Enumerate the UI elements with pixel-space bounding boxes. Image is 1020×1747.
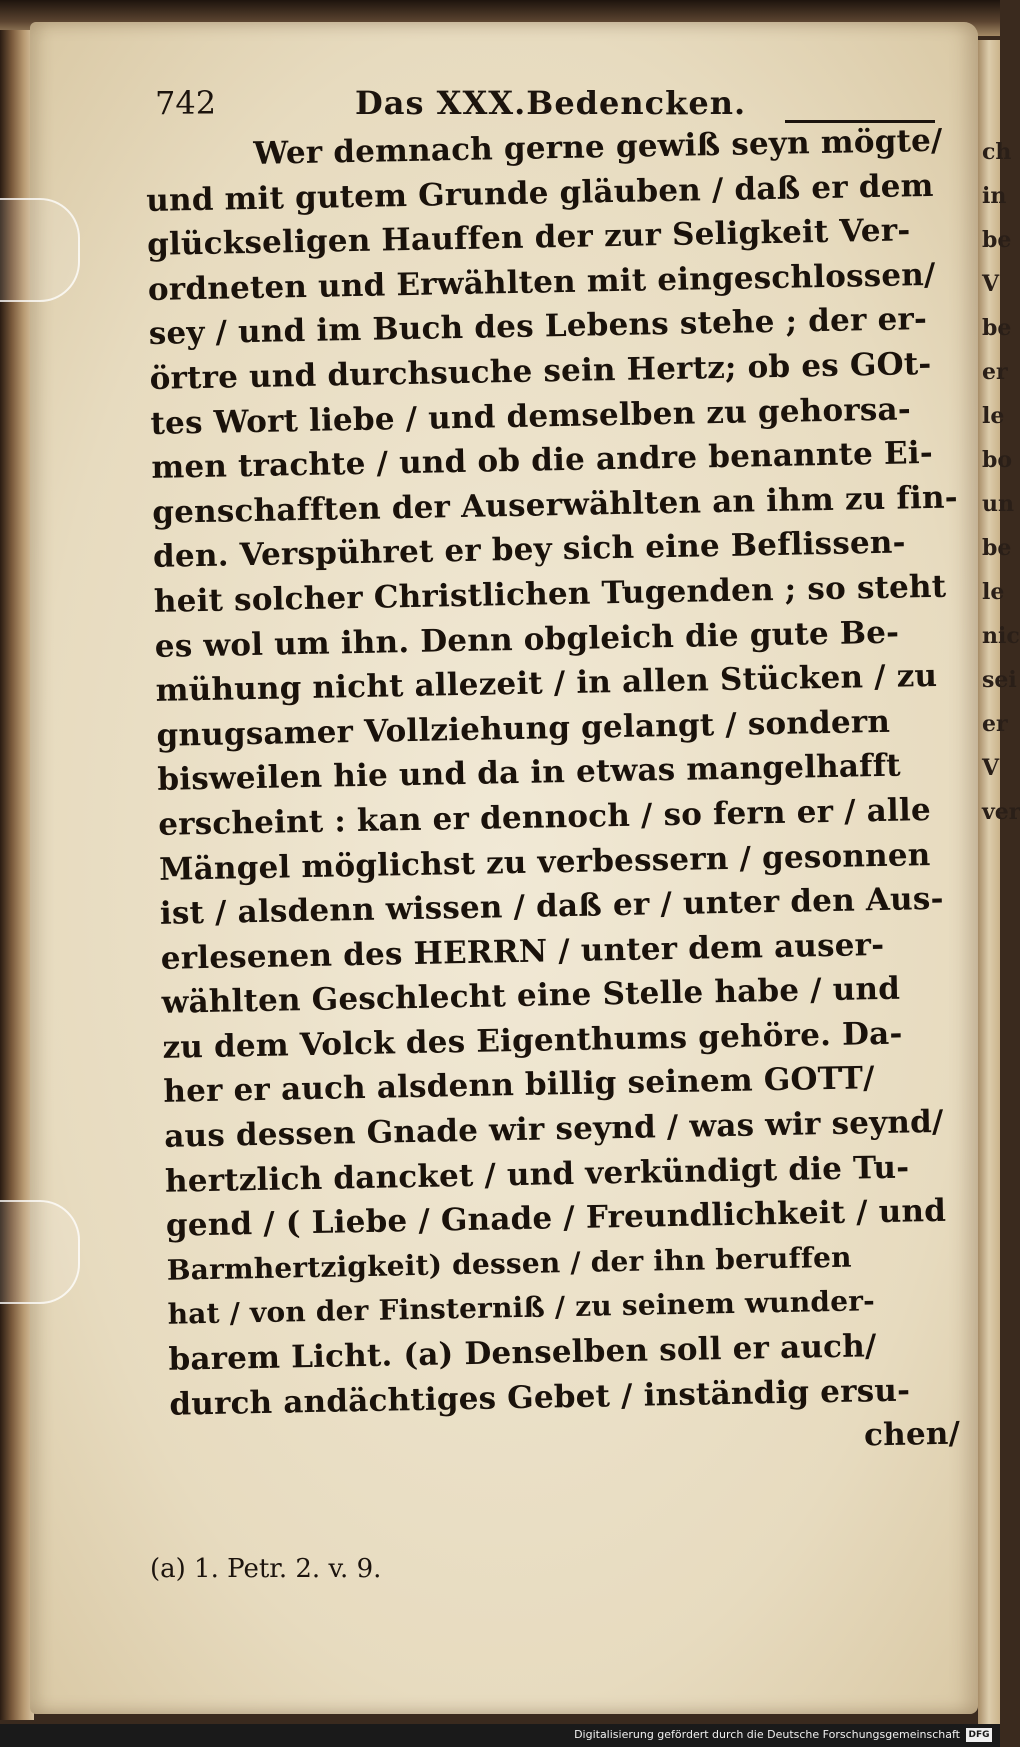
text-line: zu dem Volck des Eigenthums gehöre. Da-	[162, 1015, 903, 1066]
text-line: erscheint : kan er dennoch / so fern er / alle	[157, 791, 932, 843]
text-line: heit solcher Christlichen Tugenden ; so steht	[153, 568, 947, 620]
text-line: Barmhertzigkeit) dessen / der ihn beruffen	[166, 1240, 852, 1287]
text-line: ist / alsdenn wissen / daß er / unter den Aus-	[159, 880, 944, 932]
text-line: hat / von der Finsterniß / zu seinem wunder-	[167, 1284, 876, 1332]
catchword: chen/	[863, 1415, 961, 1454]
text-line: bisweilen hie und da in etwas mangelhafft	[157, 747, 902, 799]
text-line: und mit gutem Grunde gläuben / daß er dem	[145, 167, 934, 219]
text-line: men trachte / und ob die andre benannte Ei-	[151, 435, 934, 487]
text-line: gend / ( Liebe / Gnade / Freundlichkeit / und	[165, 1193, 947, 1245]
text-line: barem Licht. (a) Denselben soll er auch/	[168, 1328, 877, 1378]
text-line: tes Wort liebe / und demselben zu gehorsa-	[150, 390, 912, 442]
text-line: den. Verspühret er bey sich eine Beflissen-	[152, 524, 906, 576]
footnote: (a) 1. Petr. 2. v. 9.	[150, 1554, 382, 1584]
credit-text: Digitalisierung gefördert durch die Deutsche Forschungsgemeinschaft	[574, 1728, 960, 1741]
text-line: sey / und im Buch des Lebens stehe ; der er-	[148, 301, 928, 353]
text-line: durch andächtiges Gebet / inständig ersu-	[169, 1372, 911, 1423]
text-line: Wer demnach gerne gewiß seyn mögte/	[253, 122, 943, 172]
page-clip	[0, 1200, 80, 1304]
dfg-logo: DFG	[966, 1728, 992, 1742]
text-line: örtre und durchsuche sein Hertz; ob es GOt-	[149, 345, 932, 397]
text-line: wählten Geschlecht eine Stelle habe / und	[161, 970, 901, 1022]
text-line: Mängel möglichst zu verbessern / gesonnen	[158, 836, 931, 888]
text-line: hertzlich dancket / und verkündigt die Tu-	[164, 1149, 910, 1200]
text-line: gnugsamer Vollziehung gelangt / sondern	[156, 703, 891, 754]
next-page-letters: ch in be V be er le bo un be le nic sei er V ver	[982, 139, 1020, 825]
running-title: Das XXX.Bedencken.	[355, 84, 747, 122]
text-line: ordneten und Erwählten mit eingeschlossen/	[147, 256, 936, 308]
text-line: mühung nicht allezeit / in allen Stücken / zu	[155, 658, 938, 710]
text-line: glückseligen Hauffen der zur Seligkeit Ver-	[146, 212, 911, 264]
text-line: erlesenen des HERRN / unter dem auser-	[160, 926, 885, 977]
text-line: genschafften der Auserwählten an ihm zu fin-	[151, 479, 959, 531]
body-text	[145, 119, 971, 1472]
text-line: aus dessen Gnade wir seynd / was wir seynd/	[163, 1103, 944, 1155]
text-line: es wol um ihn. Denn obgleich die gute Be-	[154, 614, 900, 665]
text-line: her er auch alsdenn billig seinem GOTT/	[163, 1060, 875, 1111]
page-number: 742	[155, 84, 217, 122]
page-clip	[0, 198, 80, 302]
